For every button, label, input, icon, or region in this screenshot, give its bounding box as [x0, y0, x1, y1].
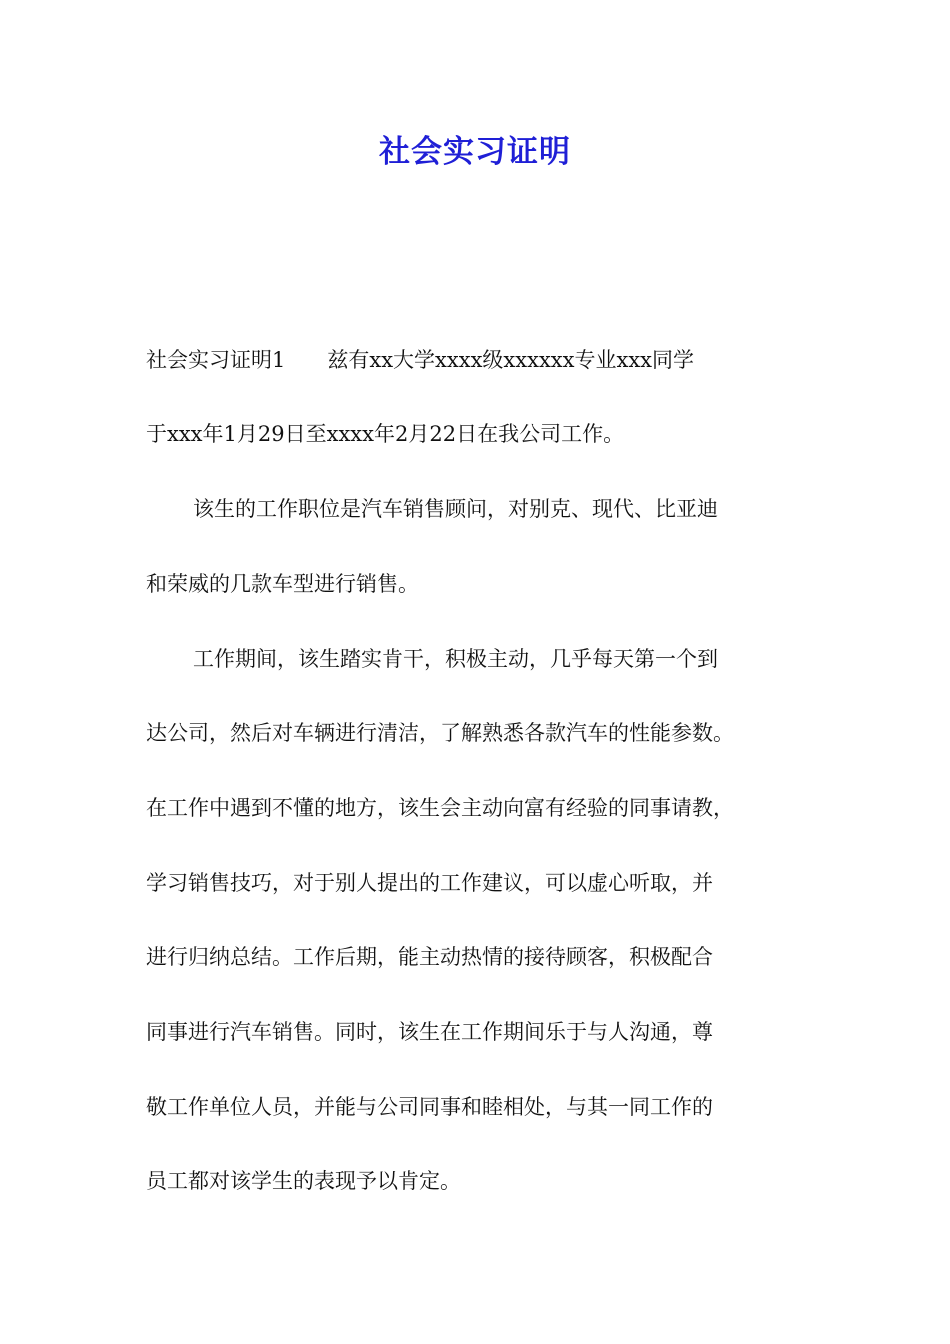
paragraph-line-9: 进行归纳总结。工作后期，能主动热情的接待顾客，积极配合: [146, 945, 713, 969]
paragraph-line-11: 敬工作单位人员，并能与公司同事和睦相处，与其一同工作的: [146, 1095, 713, 1119]
paragraph-line-4: 和荣威的几款车型进行销售。: [146, 572, 419, 596]
paragraph-line-6: 达公司，然后对车辆进行清洁，了解熟悉各款汽车的性能参数。: [146, 721, 734, 745]
document-title: 社会实习证明: [379, 134, 571, 170]
paragraph-line-12: 员工都对该学生的表现予以肯定。: [146, 1169, 461, 1193]
paragraph-line-8: 学习销售技巧，对于别人提出的工作建议，可以虚心听取，并: [146, 871, 713, 895]
paragraph-line-10: 同事进行汽车销售。同时，该生在工作期间乐于与人沟通，尊: [146, 1020, 713, 1044]
paragraph-line-2: 于xxx年1月29日至xxxx年2月22日在我公司工作。: [146, 422, 625, 446]
paragraph-line-7: 在工作中遇到不懂的地方，该生会主动向富有经验的同事请教，: [146, 796, 734, 820]
paragraph-line-1: 社会实习证明1 兹有xx大学xxxx级xxxxxx专业xxx同学: [146, 348, 695, 372]
paragraph-line-3: 该生的工作职位是汽车销售顾问，对别克、现代、比亚迪: [193, 497, 718, 521]
paragraph-line-5: 工作期间，该生踏实肯干，积极主动，几乎每天第一个到: [193, 647, 718, 671]
